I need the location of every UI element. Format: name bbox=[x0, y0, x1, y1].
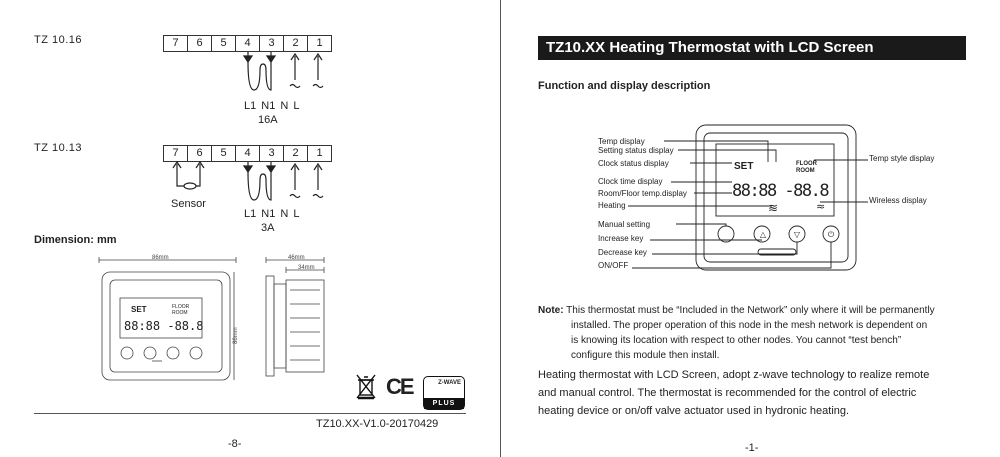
front-set-label: SET bbox=[131, 305, 147, 314]
page-title: TZ10.XX Heating Thermostat with LCD Screen bbox=[538, 36, 966, 60]
weee-bin-icon bbox=[356, 374, 376, 400]
front-view-drawing bbox=[96, 254, 246, 384]
version-string: TZ10.XX-V1.0-20170429 bbox=[316, 418, 439, 430]
wiring-diagram-16 bbox=[230, 50, 340, 102]
callout-manual-setting: Manual setting bbox=[598, 220, 651, 229]
terminal-5: 5 bbox=[212, 146, 236, 161]
para-line-1: Heating thermostat with LCD Screen, adopt z-wave technology to realize remote bbox=[538, 369, 930, 381]
terminal-1: 1 bbox=[316, 37, 323, 49]
lcd-room-label: ROOM bbox=[796, 168, 815, 174]
terminal-1: 1 bbox=[316, 147, 323, 159]
terminal-2: 2 bbox=[284, 146, 308, 161]
note-label: Note: bbox=[538, 305, 564, 316]
depth-inner-dim: 34mm bbox=[298, 265, 315, 271]
terminal-3: 3 bbox=[260, 146, 284, 161]
page-number-left: -8- bbox=[228, 438, 242, 450]
power-key-icon: ⏻ bbox=[827, 230, 835, 239]
current-16a: 16A bbox=[258, 114, 278, 126]
front-floor-label: FLOOR bbox=[172, 304, 190, 310]
callout-temp-display: Temp display bbox=[598, 137, 645, 146]
decrease-key-icon: ▽ bbox=[793, 230, 801, 239]
thermostat-diagram bbox=[598, 120, 948, 280]
depth-dim: 46mm bbox=[288, 255, 305, 261]
model-tz1016: TZ 10.16 bbox=[34, 34, 83, 46]
callout-heating: Heating bbox=[598, 201, 626, 210]
model-tz1013: TZ 10.13 bbox=[34, 142, 83, 154]
callout-room-floor-temp: Room/Floor temp.display bbox=[598, 189, 687, 198]
lcd-digits: 88:88 -88.8 bbox=[732, 181, 829, 201]
terminal-7: 7 bbox=[164, 146, 188, 161]
terminal-6: 6 bbox=[188, 146, 212, 161]
page-divider bbox=[500, 0, 501, 457]
terminal-6: 6 bbox=[188, 36, 212, 51]
front-room-label: ROOM bbox=[172, 310, 188, 316]
zwave-text: Z-WAVE bbox=[438, 380, 461, 386]
side-view-drawing bbox=[258, 254, 328, 384]
callout-temp-style: Temp style display bbox=[869, 154, 935, 163]
callout-clock-status: Clock status display bbox=[598, 159, 669, 168]
note-line-4: configure this module then install. bbox=[571, 350, 720, 361]
callout-increase-key: Increase key bbox=[598, 234, 644, 243]
wiring-labels-13: L1 N1 N L bbox=[244, 208, 300, 220]
terminal-4: 4 bbox=[236, 36, 260, 51]
heating-icon: ≋ bbox=[768, 201, 779, 215]
note-line-2: installed. The proper operation of this node in the mesh network is dependent on bbox=[571, 320, 928, 331]
ce-mark: CE bbox=[386, 374, 413, 399]
lcd-floor-label: FLOOR bbox=[796, 161, 817, 167]
sensor-label: Sensor bbox=[171, 198, 206, 210]
current-3a: 3A bbox=[261, 222, 275, 234]
front-digits: 88:88 -88.8 bbox=[124, 319, 204, 333]
dimension-heading: Dimension: mm bbox=[34, 234, 117, 246]
left-footer-rule bbox=[34, 413, 466, 414]
note-line-1: This thermostat must be “Included in the Network” only where it will be permanently bbox=[566, 305, 935, 316]
terminal-2: 2 bbox=[284, 36, 308, 51]
terminal-5: 5 bbox=[212, 36, 236, 51]
lcd-set-label: SET bbox=[734, 161, 754, 172]
zwave-plus-logo bbox=[423, 376, 465, 410]
height-dim: 86mm bbox=[233, 327, 239, 344]
callout-decrease-key: Decrease key bbox=[598, 248, 647, 257]
note-line-3: is knowing its location with respect to other nodes. You cannot “test bench” bbox=[571, 335, 902, 346]
para-line-3: heating device or on/off valve actuator used in hydronic heating. bbox=[538, 405, 850, 417]
terminal-4: 4 bbox=[236, 146, 260, 161]
note-block bbox=[538, 303, 978, 363]
terminal-3: 3 bbox=[260, 36, 284, 51]
section-heading: Function and display description bbox=[538, 80, 711, 92]
description-paragraph bbox=[538, 366, 978, 420]
plus-text: PLUS bbox=[424, 398, 464, 409]
width-dim: 86mm bbox=[152, 255, 169, 261]
callout-clock-time: Clock time display bbox=[598, 177, 663, 186]
callout-wireless: Wireless display bbox=[869, 196, 927, 205]
terminal-7: 7 bbox=[164, 36, 188, 51]
wireless-icon: ≈ bbox=[816, 200, 826, 213]
callout-on-off: ON/OFF bbox=[598, 261, 629, 270]
para-line-2: and manual control. The thermostat is recommended for the control of electric bbox=[538, 387, 917, 399]
page-number-right: -1- bbox=[745, 442, 759, 454]
increase-key-icon: △ bbox=[759, 230, 767, 239]
callout-setting-status: Setting status display bbox=[598, 146, 674, 155]
wiring-labels-16: L1 N1 N L bbox=[244, 100, 300, 112]
